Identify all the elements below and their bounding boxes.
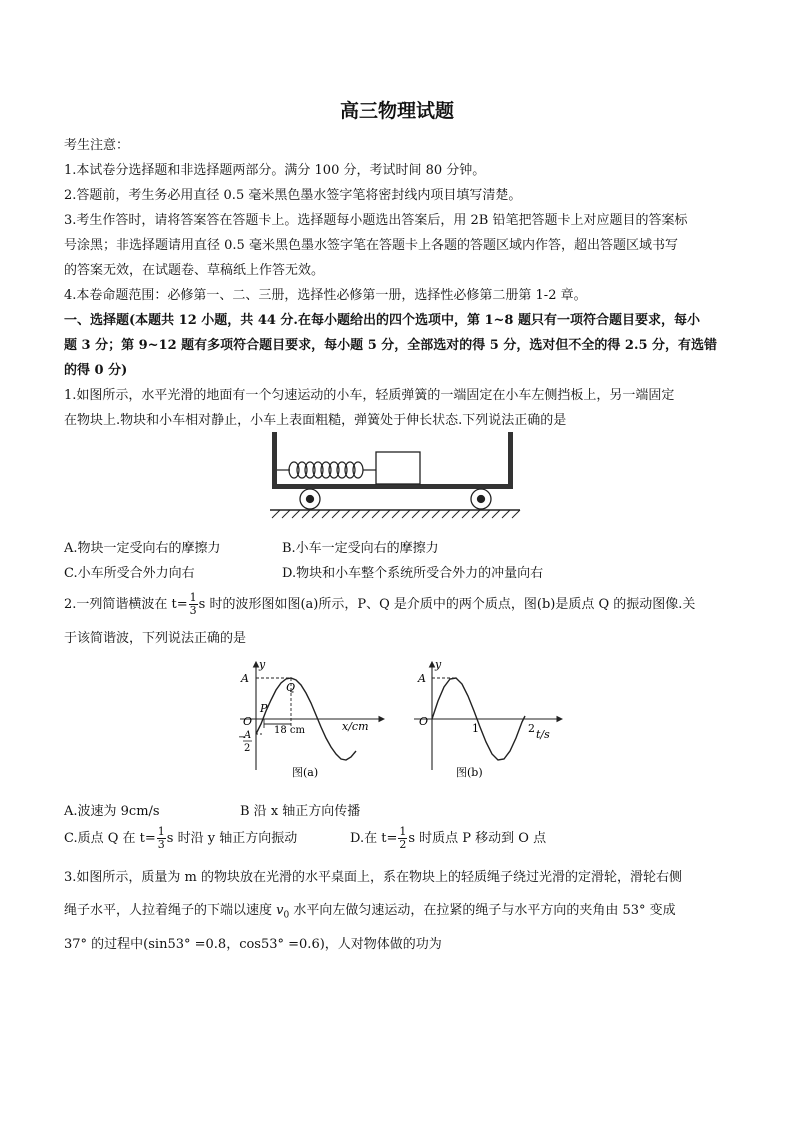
notice-item: 的答案无效，在试题卷、草稿纸上作答无效。: [64, 263, 325, 278]
velocity-symbol: v: [276, 903, 284, 918]
wheel: [300, 489, 320, 509]
neg-half-den: 2: [244, 743, 251, 754]
q2-vibration-figure-b: [408, 658, 566, 780]
wheel: [471, 489, 491, 509]
q1-stem: 1.如图所示，水平光滑的地面有一个匀速运动的小车，轻质弹簧的一端固定在小车左侧挡板上，另一端固定: [64, 388, 675, 403]
figure-b-caption: 图(b): [456, 766, 483, 779]
q1-cart-figure: [262, 430, 528, 525]
ground-hatch: [272, 510, 520, 518]
neg-half-num: A: [244, 730, 252, 741]
q2-wave-figure-a: [232, 658, 388, 780]
q2-option-a: A.波速为 9cm/s: [64, 804, 160, 819]
q1-option-c: C.小车所受合外力向右: [64, 566, 195, 581]
q1-stem: 在物块上.物块和小车相对静止，小车上表面粗糙，弹簧处于伸长状态.下列说法正确的是: [64, 413, 567, 428]
q3-stem: 3.如图所示，质量为 m 的物块放在光滑的水平桌面上，系在物块上的轻质绳子绕过光滑的定滑轮，滑轮右侧: [64, 870, 682, 885]
y-label: y: [259, 658, 266, 671]
notice-item: 号涂黑；非选择题请用直径 0.5 毫米黑色墨水签字笔在答题卡上各题的答题区域内作答，超出答题区域书写: [64, 238, 678, 253]
cart-floor: [272, 484, 513, 489]
fraction: $\frac{1}{2}$: [399, 825, 407, 851]
q1-option-b: B.小车一定受向右的摩擦力: [282, 541, 439, 556]
spring: [277, 462, 376, 478]
fraction: $\frac{1}{3}$: [157, 825, 165, 851]
origin-label: O: [243, 715, 253, 728]
neg-half-amplitude-label: −: [238, 732, 247, 743]
t-axis-label: t/s: [536, 728, 550, 741]
notice-heading: 考生注意：: [64, 138, 130, 153]
q2-option-d: D.在 t= $\frac{1}{2}$ s 时质点 P 移动到 O 点: [350, 825, 547, 851]
section-heading: 一、选择题(本题共 12 小题，共 44 分.在每小题给出的四个选项中，第 1~8 题只有一项符合题目要求，每小: [64, 313, 700, 328]
q3-stem: 绳子水平，人拉着绳子的下端以速度 $v_0$ 水平向左做匀速运动，在拉紧的绳子与水平方向的夹角由 53° 变成: [64, 903, 676, 921]
cart-left-wall: [272, 432, 277, 487]
section-heading: 题 3 分；第 9~12 题有多项符合题目要求，每小题 5 分，全部选对的得 5 分，选对但不全的得 2.5 分，有选错: [64, 338, 718, 353]
amplitude-label: A: [241, 672, 249, 685]
page-title: 高三物理试题: [339, 100, 454, 122]
q-label: Q: [286, 681, 296, 694]
p-label: P: [260, 702, 268, 715]
q1-option-a: A.物块一定受向右的摩擦力: [64, 541, 221, 556]
q1-option-d: D.物块和小车整个系统所受合外力的冲量向右: [282, 566, 544, 581]
q2-option-b: B 沿 x 轴正方向传播: [240, 804, 361, 819]
q2-option-c: C.质点 Q 在 t= $\frac{1}{3}$ s 时沿 y 轴正方向振动: [64, 825, 298, 851]
notice-item: 2.答题前，考生务必用直径 0.5 毫米黑色墨水签字笔将密封线内项目填写清楚。: [64, 188, 522, 203]
notice-item: 3.考生作答时，请将答案答在答题卡上。选择题每小题选出答案后，用 2B 铅笔把答题卡上对应题目的答案标: [64, 213, 688, 228]
notice-item: 4.本卷命题范围：必修第一、二、三册，选择性必修第一册，选择性必修第二册第 1-2 章。: [64, 288, 587, 303]
fraction: $\frac{1}{3}$: [189, 591, 197, 617]
tick-label-2: 2: [528, 722, 535, 735]
origin-label: O: [419, 715, 429, 728]
x-axis-label: x/cm: [342, 720, 369, 733]
q2-stem: 2.一列简谐横波在 t= $\frac{1}{3}$ s 时的波形图如图(a)所示，P、Q 是介质中的两个质点，图(b)是质点 Q 的振动图像.关: [64, 591, 696, 617]
block: [376, 452, 420, 484]
figure-a-caption: 图(a): [292, 766, 319, 779]
distance-label: 18 cm: [274, 725, 305, 736]
tick-label-1: 1: [472, 722, 479, 735]
cart-right-wall: [508, 432, 513, 487]
y-label: y: [435, 658, 442, 671]
notice-item: 1.本试卷分选择题和非选择题两部分。满分 100 分，考试时间 80 分钟。: [64, 163, 486, 178]
amplitude-label: A: [418, 672, 426, 685]
q3-stem: 37° 的过程中(sin53° =0.8，cos53° =0.6)，人对物体做的功为: [64, 937, 442, 952]
q2-stem: 于该简谐波，下列说法正确的是: [64, 631, 247, 646]
section-heading: 的得 0 分): [64, 363, 128, 378]
